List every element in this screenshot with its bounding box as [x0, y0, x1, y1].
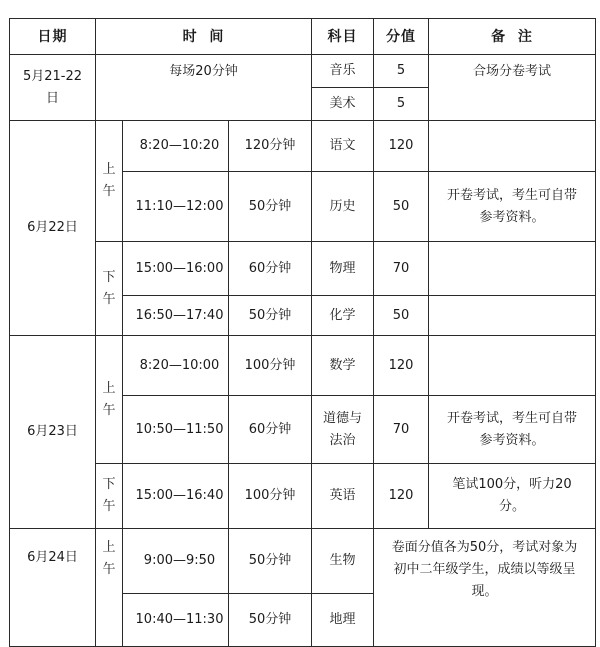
time-cell: 16:50—17:40 [123, 296, 229, 336]
time-cell: 10:40—11:30 [123, 594, 229, 647]
duration-cell: 50分钟 [229, 529, 312, 594]
score-cell: 50 [374, 296, 429, 336]
duration-cell: 120分钟 [229, 121, 312, 172]
score-cell: 120 [374, 464, 429, 529]
note-cell [429, 242, 596, 296]
subject-cell: 音乐 [312, 55, 374, 88]
duration-cell: 100分钟 [229, 336, 312, 396]
score-cell: 70 [374, 242, 429, 296]
date-cell-may: 5月21-22 日 [10, 55, 96, 121]
note-cell: 开卷考试，考生可自带 参考资料。 [429, 396, 596, 464]
date-cell-jun23: 6月23日 [10, 336, 96, 529]
note-cell-may: 合场分卷考试 [429, 55, 596, 121]
time-cell: 8:20—10:00 [123, 336, 229, 396]
table-row [10, 55, 596, 88]
subject-cell: 语文 [312, 121, 374, 172]
note-cell [429, 121, 596, 172]
period-am: 上 午 [96, 121, 123, 242]
note-cell [429, 336, 596, 396]
subject-cell: 生物 [312, 529, 374, 594]
period-am: 上 午 [96, 336, 123, 464]
score-cell: 70 [374, 396, 429, 464]
table-row [10, 336, 596, 396]
note-cell: 开卷考试，考生可自带 参考资料。 [429, 172, 596, 242]
period-am: 上 午 [96, 529, 123, 647]
header-row [10, 19, 596, 55]
exam-schedule-table [9, 18, 596, 647]
subject-cell: 数学 [312, 336, 374, 396]
table-row [10, 464, 596, 529]
duration-cell: 50分钟 [229, 172, 312, 242]
score-cell: 5 [374, 88, 429, 121]
period-pm: 下 午 [96, 464, 123, 529]
time-cell: 15:00—16:00 [123, 242, 229, 296]
period-pm: 下 午 [96, 242, 123, 336]
score-cell: 50 [374, 172, 429, 242]
subject-cell: 道德与 法治 [312, 396, 374, 464]
header-time: 时 间 [96, 19, 312, 55]
subject-cell: 美术 [312, 88, 374, 121]
header-score: 分值 [374, 19, 429, 55]
header-subject: 科目 [312, 19, 374, 55]
note-cell-jun24: 卷面分值各为50分，考试对象为 初中二年级学生，成绩以等级呈 现。 [374, 529, 596, 647]
table-row [10, 529, 596, 594]
table-row [10, 242, 596, 296]
score-cell: 120 [374, 336, 429, 396]
date-cell-jun22: 6月22日 [10, 121, 96, 336]
table-row [10, 121, 596, 172]
subject-cell: 化学 [312, 296, 374, 336]
time-cell: 8:20—10:20 [123, 121, 229, 172]
duration-cell: 60分钟 [229, 396, 312, 464]
subject-cell: 英语 [312, 464, 374, 529]
duration-cell: 50分钟 [229, 594, 312, 647]
time-cell: 15:00—16:40 [123, 464, 229, 529]
header-date: 日期 [10, 19, 96, 55]
time-cell-may: 每场20分钟 [96, 55, 312, 121]
duration-cell: 100分钟 [229, 464, 312, 529]
duration-cell: 50分钟 [229, 296, 312, 336]
duration-cell: 60分钟 [229, 242, 312, 296]
time-cell: 10:50—11:50 [123, 396, 229, 464]
date-cell-jun24: 6月24日 [10, 529, 96, 647]
time-cell: 11:10—12:00 [123, 172, 229, 242]
header-note: 备 注 [429, 19, 596, 55]
subject-cell: 物理 [312, 242, 374, 296]
score-cell: 120 [374, 121, 429, 172]
note-cell: 笔试100分，听力20 分。 [429, 464, 596, 529]
score-cell: 5 [374, 55, 429, 88]
subject-cell: 历史 [312, 172, 374, 242]
subject-cell: 地理 [312, 594, 374, 647]
note-cell [429, 296, 596, 336]
time-cell: 9:00—9:50 [123, 529, 229, 594]
